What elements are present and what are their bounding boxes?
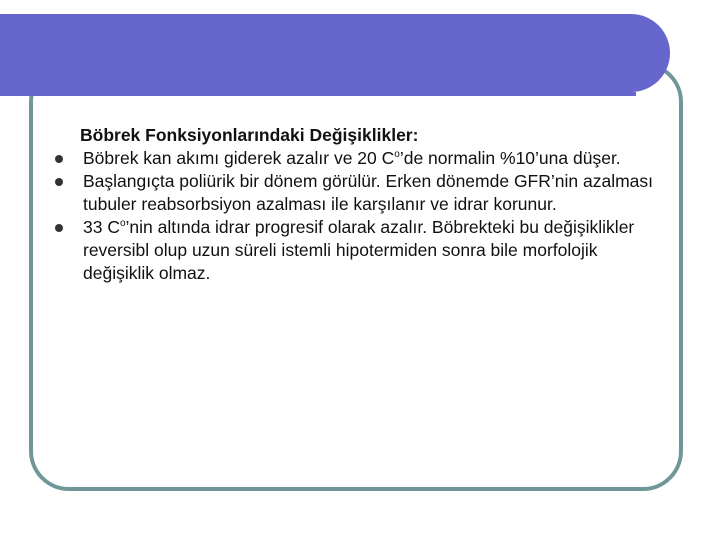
bullet-text-post: ’nin altında idrar progresif olarak azalır. Böbrekteki bu değişiklikler reversibl olup uzun süreli istemli hipotermiden sonra bile morfolojik değişiklik olmaz. — [83, 217, 635, 283]
slide-content — [55, 124, 665, 285]
bullet-icon — [55, 155, 63, 163]
degree-sup: o — [119, 218, 126, 229]
bullet-icon — [55, 178, 63, 186]
bullet-item — [55, 170, 665, 216]
header-underline — [0, 92, 636, 96]
slide-header-bar — [0, 14, 670, 92]
bullet-text-pre: Böbrek kan akımı giderek azalır ve 20 C — [83, 148, 395, 168]
bullet-item — [55, 216, 665, 285]
bullet-text-pre: Başlangıçta poliürik bir dönem görülür. Erken dönemde GFR’nin azalması tubuler reabsorbsiyon azalması ile karşılanır ve idrar korunur. — [83, 171, 654, 214]
bullet-item — [55, 147, 665, 170]
bullet-text-pre: 33 C — [83, 217, 120, 237]
bullet-text-post: ’de normalin %10’una düşer. — [399, 148, 621, 168]
degree-sup: o — [394, 149, 400, 160]
bullet-icon — [55, 224, 63, 232]
slide-title: Böbrek Fonksiyonlarındaki Değişiklikler: — [80, 125, 419, 145]
